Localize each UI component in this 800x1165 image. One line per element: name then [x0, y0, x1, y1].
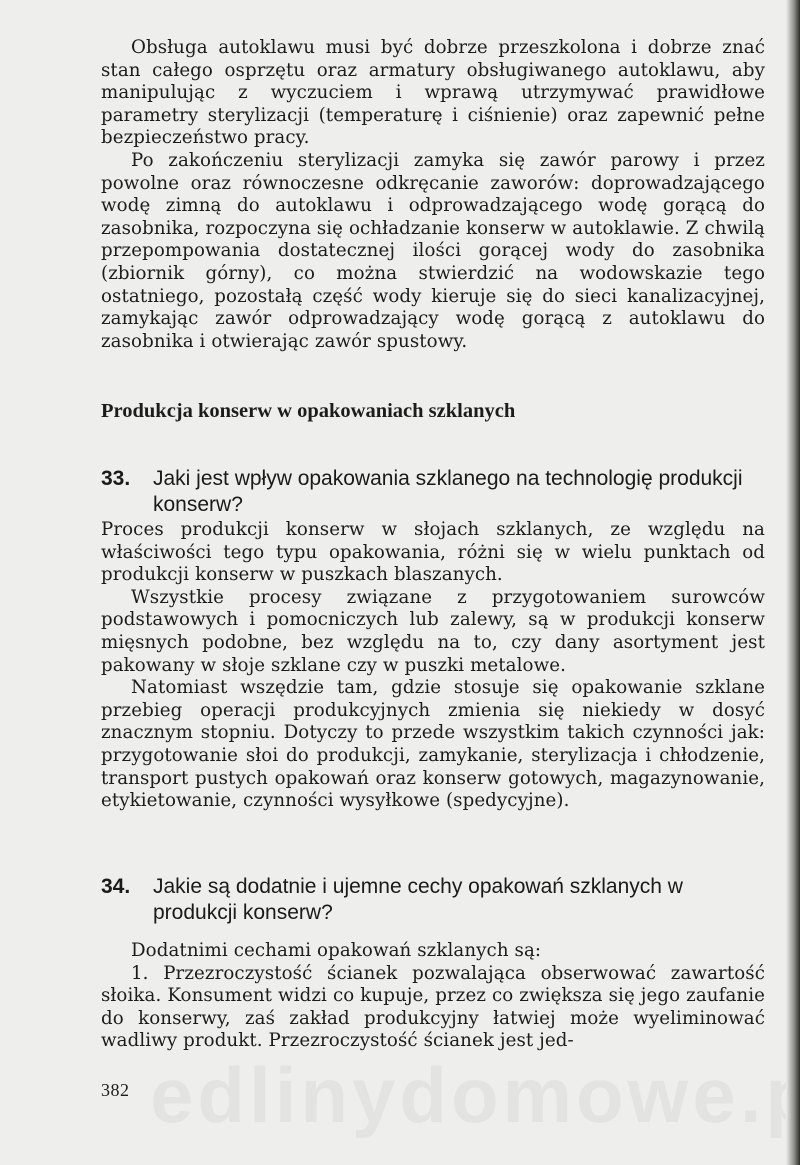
question-34-heading: [101, 874, 765, 926]
paragraph: Wszystkie procesy związane z przygotowaniem surowców podstawowych i pomocniczych lub zalewy, są w produkcji konserw mięsnych podobne, bez względu na to, czy dany asortyment jest pakowany w słoje szklane czy w puszki metalowe.: [101, 586, 765, 676]
watermark: [150, 1050, 800, 1141]
paragraph: Natomiast wszędzie tam, gdzie stosuje się opakowanie szklane przebieg operacji produkcyjnych zmienia się niekiedy w dosyć znacznym stopniu. Dotyczy to przede wszystkim takich czynności jak: przygotowanie słoi do produkcji, zamykanie, sterylizacja i chłodzenie, transport pustych opakowań oraz konserw gotowych, magazynowanie, etykietowanie, czynności wysyłkowe (spedycyjne).: [101, 677, 765, 812]
paragraph: 1. Przezroczystość ścianek pozwalająca obserwować zawartość słoika. Konsument widzi co kupuje, przez co zwiększa się jego zaufanie do konserwy, zaś zakład produkcyjny łatwiej może wyeliminować wadliwy produkt. Przezroczystość ścianek jest jed-: [101, 962, 765, 1052]
question-text: Jaki jest wpływ opakowania szklanego na technologię produkcji konserw?: [153, 467, 743, 516]
paragraph: Obsługa autoklawu musi być dobrze przeszkolona i dobrze znać stan całego osprzętu oraz armatury obsługiwanego autoklawu, aby manipulując z wyczuciem i wprawą utrzymywać prawidłowe parametry sterylizacji (temperaturę i ciśnienie) oraz zapewnić pełne bezpieczeństwo pracy.: [101, 37, 765, 149]
question-number: 34.: [101, 875, 131, 898]
paragraph: Proces produkcji konserw w słojach szklanych, ze względu na właściwości tego typu opakowania, różni się w wielu punktach od produkcji konserw w puszkach blaszanych.: [101, 519, 765, 586]
page-number: 382: [101, 1080, 130, 1100]
question-text: Jakie są dodatnie i ujemne cechy opakowań szklanych w produkcji konserw?: [153, 875, 683, 924]
question-34-answer: [101, 940, 765, 1053]
section-heading: Produkcja konserw w opakowaniach szklanych: [101, 400, 516, 422]
question-number: 33.: [101, 467, 131, 490]
page-edge-shadow: [786, 0, 800, 1165]
question-33-answer: [101, 519, 765, 813]
question-33-heading: [101, 466, 765, 518]
paragraph: Dodatnimi cechami opakowań szklanych są:: [131, 940, 542, 961]
intro-section: [101, 37, 765, 353]
paragraph: Po zakończeniu sterylizacji zamyka się zawór parowy i przez powolne oraz równoczesne odkręcanie zaworów: doprowadzającego wodę zimną do autoklawu i odprowadzającego wodę gorącą do zasobnika, rozpoczyna się ochładzanie konserw w autoklawie. Z chwilą przepompowania dostatecznej ilości gorącej wody do zasobnika (zbiornik górny), co można stwierdzić na wodowskazie tego ostatniego, pozostałą część wody kieruje się do sieci kanalizacyjnej, zamykając zawór odprowadzający wodę gorącą z autoklawu do zasobnika i otwierając zawór spustowy.: [101, 149, 765, 352]
